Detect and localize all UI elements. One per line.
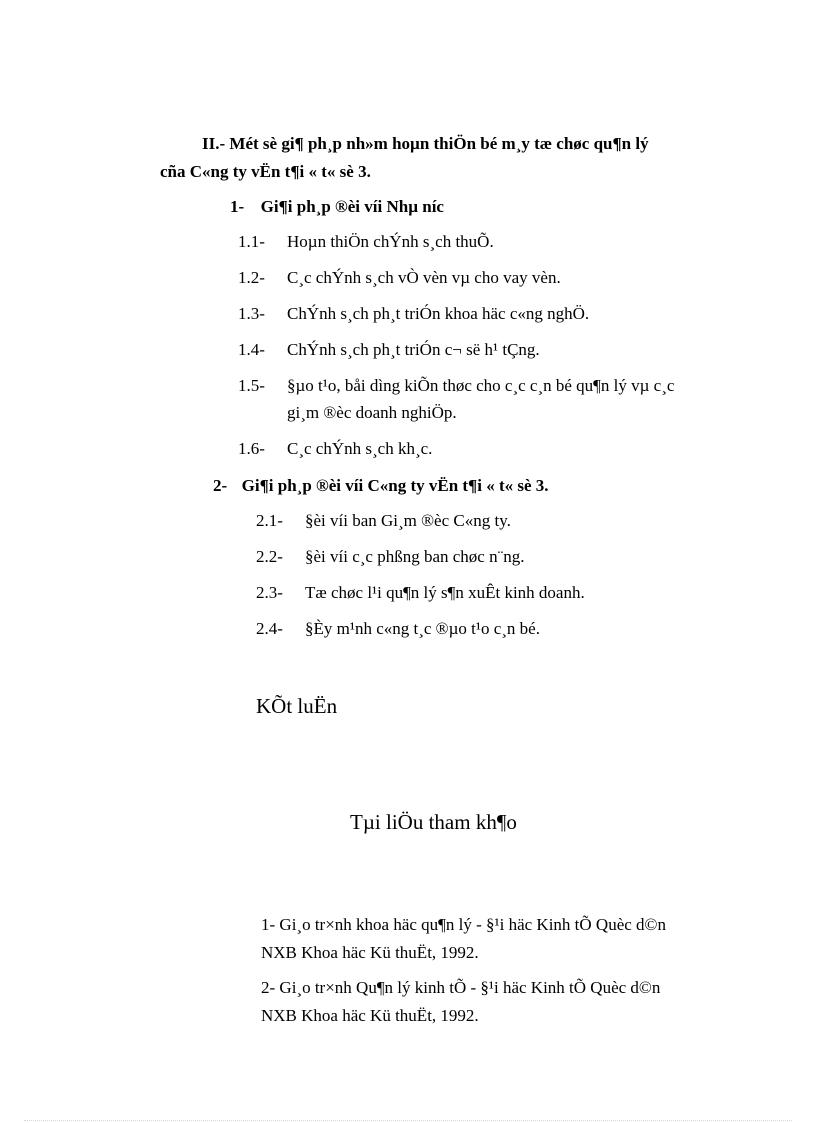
part1-title: Gi¶i ph¸p ®èi víi Nhµ níc xyxy=(260,197,444,216)
list-item-number: 1.3- xyxy=(238,304,265,323)
list-item-number: 2.2- xyxy=(256,547,283,566)
section-number: II.- xyxy=(202,134,226,153)
list-item-text: Tæ chøc l¹i qu¶n lý s¶n xuÊt kinh doanh. xyxy=(305,583,585,602)
part2-heading xyxy=(213,475,549,497)
reference-line: NXB Khoa häc Kü thuËt, 1992. xyxy=(261,943,479,962)
reference-line: NXB Khoa häc Kü thuËt, 1992. xyxy=(261,1006,479,1025)
reference-line: 2- Gi¸o tr×nh Qu¶n lý kinh tÕ - §¹i häc Kinh tÕ Quèc d©n xyxy=(261,978,661,997)
section-heading-line2: cña C«ng ty vËn t¶i « t« sè 3. xyxy=(160,162,371,181)
list-item-text: §Èy m¹nh c«ng t¸c ®µo t¹o c¸n bé. xyxy=(305,619,540,638)
list-item-text: Hoµn thiÖn chÝnh s¸ch thuÕ. xyxy=(287,232,494,251)
list-item-number: 1.5- xyxy=(238,376,265,395)
part1-number: 1- xyxy=(230,197,245,216)
section-heading xyxy=(160,130,740,186)
conclusion-heading: KÕt luËn xyxy=(256,694,338,718)
list-item-number: 1.4- xyxy=(238,340,265,359)
part2-title: Gi¶i ph¸p ®èi víi C«ng ty vËn t¶i « t« sè 3. xyxy=(241,476,549,495)
list-item-text: §èi víi c¸c phßng ban chøc n¨ng. xyxy=(305,547,525,566)
list-item-text: C¸c chÝnh s¸ch vÒ vèn vµ cho vay vèn. xyxy=(287,268,561,287)
list-item-text: §èi víi ban Gi¸m ®èc C«ng ty. xyxy=(305,511,511,530)
section-heading-line1: Mét sè gi¶ ph¸p nh»m hoµn thiÖn bé m¸y tæ chøc qu¶n lý xyxy=(229,134,649,153)
list-item-number: 1.2- xyxy=(238,268,265,287)
list-item-text: §µo t¹o, båi dìng kiÕn thøc cho c¸c c¸n bé qu¶n lý vµ c¸c xyxy=(287,376,675,395)
page-bottom-divider xyxy=(24,1120,792,1121)
list-item-text: C¸c chÝnh s¸ch kh¸c. xyxy=(287,439,433,458)
reference-entry xyxy=(261,911,739,967)
part1-heading xyxy=(230,196,444,218)
list-item-text: ChÝnh s¸ch ph¸t triÓn khoa häc c«ng nghÖ. xyxy=(287,304,590,323)
reference-entry xyxy=(261,974,739,1030)
list-item-number: 2.4- xyxy=(256,619,283,638)
references-heading: Tµi liÖu tham kh¶o xyxy=(350,810,517,834)
list-item-continuation: gi¸m ®èc doanh nghiÖp. xyxy=(287,403,457,422)
list-item-number: 1.6- xyxy=(238,439,265,458)
list-item-text: ChÝnh s¸ch ph¸t triÓn c¬ së h¹ tÇng. xyxy=(287,340,540,359)
reference-line: 1- Gi¸o tr×nh khoa häc qu¶n lý - §¹i häc Kinh tÕ Quèc d©n xyxy=(261,915,666,934)
list-item-number: 2.1- xyxy=(256,511,283,530)
part2-number: 2- xyxy=(213,476,228,495)
list-item-number: 1.1- xyxy=(238,232,265,251)
list-item-number: 2.3- xyxy=(256,583,283,602)
